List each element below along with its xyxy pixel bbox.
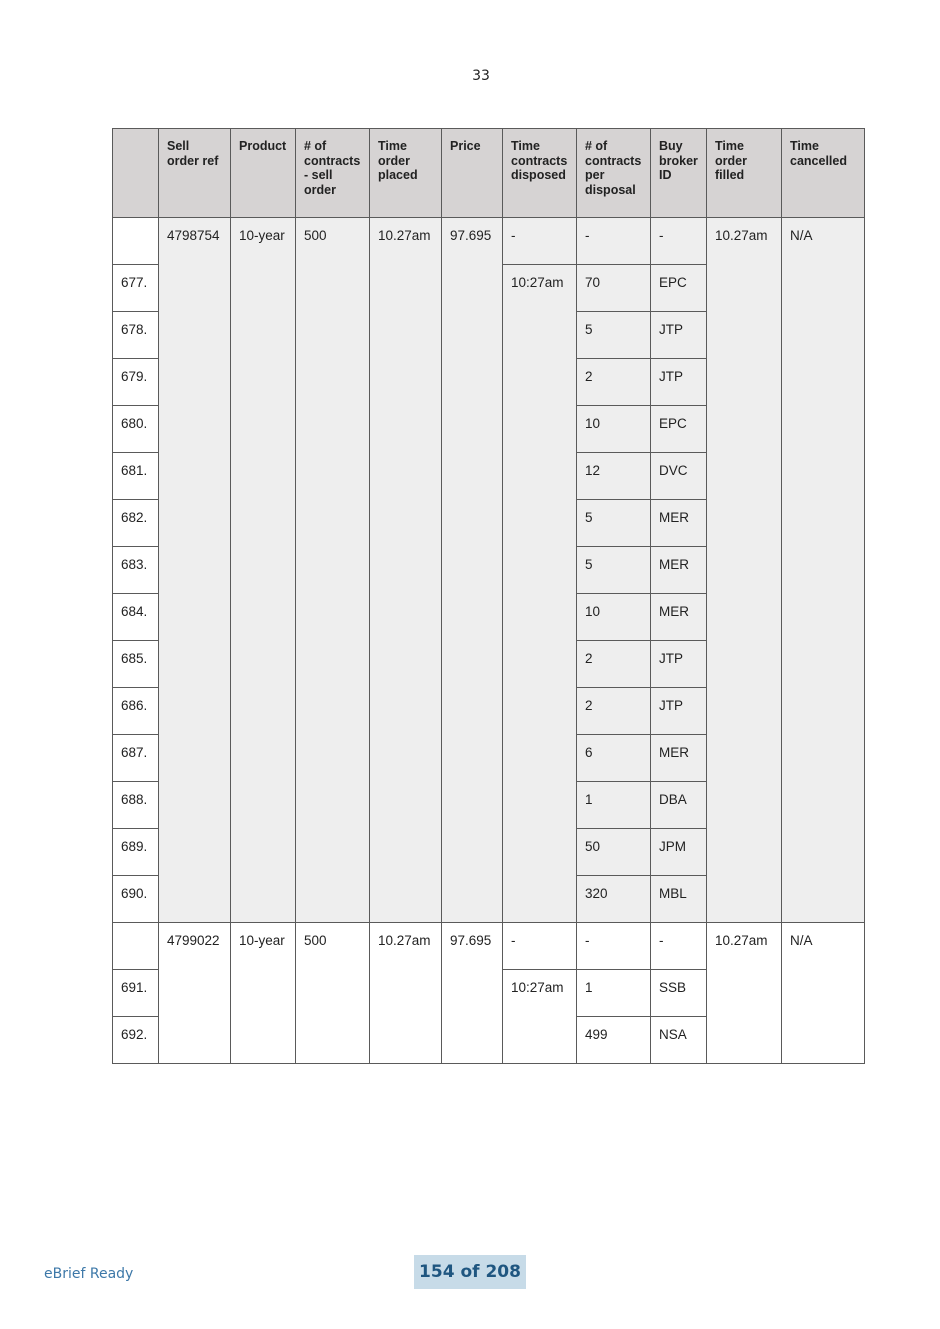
contracts-per-disposal-cell: - [577, 218, 651, 265]
contracts-per-disposal-cell: 2 [577, 641, 651, 688]
header-time-contracts-disposed: Time contracts disposed [503, 129, 577, 218]
contracts-per-disposal-cell: 6 [577, 735, 651, 782]
time-contracts-disposed-cell: - [503, 923, 577, 970]
row-number-cell: 686. [113, 688, 159, 735]
table-row [113, 218, 865, 265]
row-number-cell: 689. [113, 829, 159, 876]
sell-order-ref-cell: 4799022 [159, 923, 231, 1064]
header-contracts-per-disposal: # of contracts per disposal [577, 129, 651, 218]
time-order-filled-cell: 10.27am [707, 923, 782, 1064]
header-row-number [113, 129, 159, 218]
row-number-cell: 691. [113, 970, 159, 1017]
product-cell: 10-year [231, 218, 296, 923]
contracts-per-disposal-cell: 2 [577, 688, 651, 735]
row-number-cell: 692. [113, 1017, 159, 1064]
sell-orders-table [112, 128, 865, 1064]
time-cancelled-cell: N/A [782, 923, 865, 1064]
header-time-order-filled: Time order filled [707, 129, 782, 218]
contracts-per-disposal-cell: 5 [577, 312, 651, 359]
contracts-per-disposal-cell: 10 [577, 594, 651, 641]
time-order-filled-cell: 10.27am [707, 218, 782, 923]
order-group [113, 923, 865, 1064]
row-number-cell: 685. [113, 641, 159, 688]
contracts-per-disposal-cell: 1 [577, 970, 651, 1017]
page-number: 33 [472, 68, 490, 84]
ebrief-ready-label: eBrief Ready [44, 1266, 134, 1282]
buy-broker-cell: JTP [651, 312, 707, 359]
row-number-cell: 690. [113, 876, 159, 923]
contracts-per-disposal-cell: 50 [577, 829, 651, 876]
header-contracts-sell-order: # of contracts - sell order [296, 129, 370, 218]
contracts-sell-order-cell: 500 [296, 923, 370, 1064]
contracts-per-disposal-cell: 320 [577, 876, 651, 923]
buy-broker-cell: DBA [651, 782, 707, 829]
contracts-sell-order-cell: 500 [296, 218, 370, 923]
row-number-cell: 683. [113, 547, 159, 594]
product-cell: 10-year [231, 923, 296, 1064]
buy-broker-cell: - [651, 923, 707, 970]
contracts-per-disposal-cell: 5 [577, 500, 651, 547]
page-counter[interactable]: 154 of 208 [414, 1255, 526, 1289]
contracts-per-disposal-cell: 1 [577, 782, 651, 829]
header-sell-order-ref: Sell order ref [159, 129, 231, 218]
row-number-cell: 680. [113, 406, 159, 453]
row-number-cell: 687. [113, 735, 159, 782]
contracts-per-disposal-cell: 10 [577, 406, 651, 453]
buy-broker-cell: EPC [651, 265, 707, 312]
row-number-cell: 681. [113, 453, 159, 500]
time-contracts-disposed-cell: 10:27am [503, 265, 577, 923]
buy-broker-cell: MER [651, 594, 707, 641]
buy-broker-cell: JPM [651, 829, 707, 876]
contracts-per-disposal-cell: 499 [577, 1017, 651, 1064]
buy-broker-cell: JTP [651, 359, 707, 406]
buy-broker-cell: DVC [651, 453, 707, 500]
row-number-cell [113, 923, 159, 970]
header-price: Price [442, 129, 503, 218]
contracts-per-disposal-cell: - [577, 923, 651, 970]
buy-broker-cell: SSB [651, 970, 707, 1017]
buy-broker-cell: - [651, 218, 707, 265]
row-number-cell: 688. [113, 782, 159, 829]
buy-broker-cell: MER [651, 735, 707, 782]
row-number-cell: 682. [113, 500, 159, 547]
time-contracts-disposed-cell: 10:27am [503, 970, 577, 1064]
sell-order-ref-cell: 4798754 [159, 218, 231, 923]
row-number-cell: 684. [113, 594, 159, 641]
time-cancelled-cell: N/A [782, 218, 865, 923]
contracts-per-disposal-cell: 2 [577, 359, 651, 406]
buy-broker-cell: NSA [651, 1017, 707, 1064]
buy-broker-cell: MER [651, 547, 707, 594]
row-number-cell [113, 218, 159, 265]
contracts-per-disposal-cell: 12 [577, 453, 651, 500]
time-contracts-disposed-cell: - [503, 218, 577, 265]
buy-broker-cell: JTP [651, 641, 707, 688]
header-buy-broker-id: Buy broker ID [651, 129, 707, 218]
header-time-cancelled: Time cancelled [782, 129, 865, 218]
row-number-cell: 677. [113, 265, 159, 312]
price-cell: 97.695 [442, 923, 503, 1064]
price-cell: 97.695 [442, 218, 503, 923]
header-time-order-placed: Time order placed [370, 129, 442, 218]
table-header-row [113, 129, 865, 218]
buy-broker-cell: MBL [651, 876, 707, 923]
row-number-cell: 679. [113, 359, 159, 406]
contracts-per-disposal-cell: 5 [577, 547, 651, 594]
buy-broker-cell: MER [651, 500, 707, 547]
row-number-cell: 678. [113, 312, 159, 359]
table-row [113, 923, 865, 970]
time-order-placed-cell: 10.27am [370, 218, 442, 923]
contracts-per-disposal-cell: 70 [577, 265, 651, 312]
time-order-placed-cell: 10.27am [370, 923, 442, 1064]
header-product: Product [231, 129, 296, 218]
buy-broker-cell: EPC [651, 406, 707, 453]
buy-broker-cell: JTP [651, 688, 707, 735]
order-group [113, 218, 865, 923]
